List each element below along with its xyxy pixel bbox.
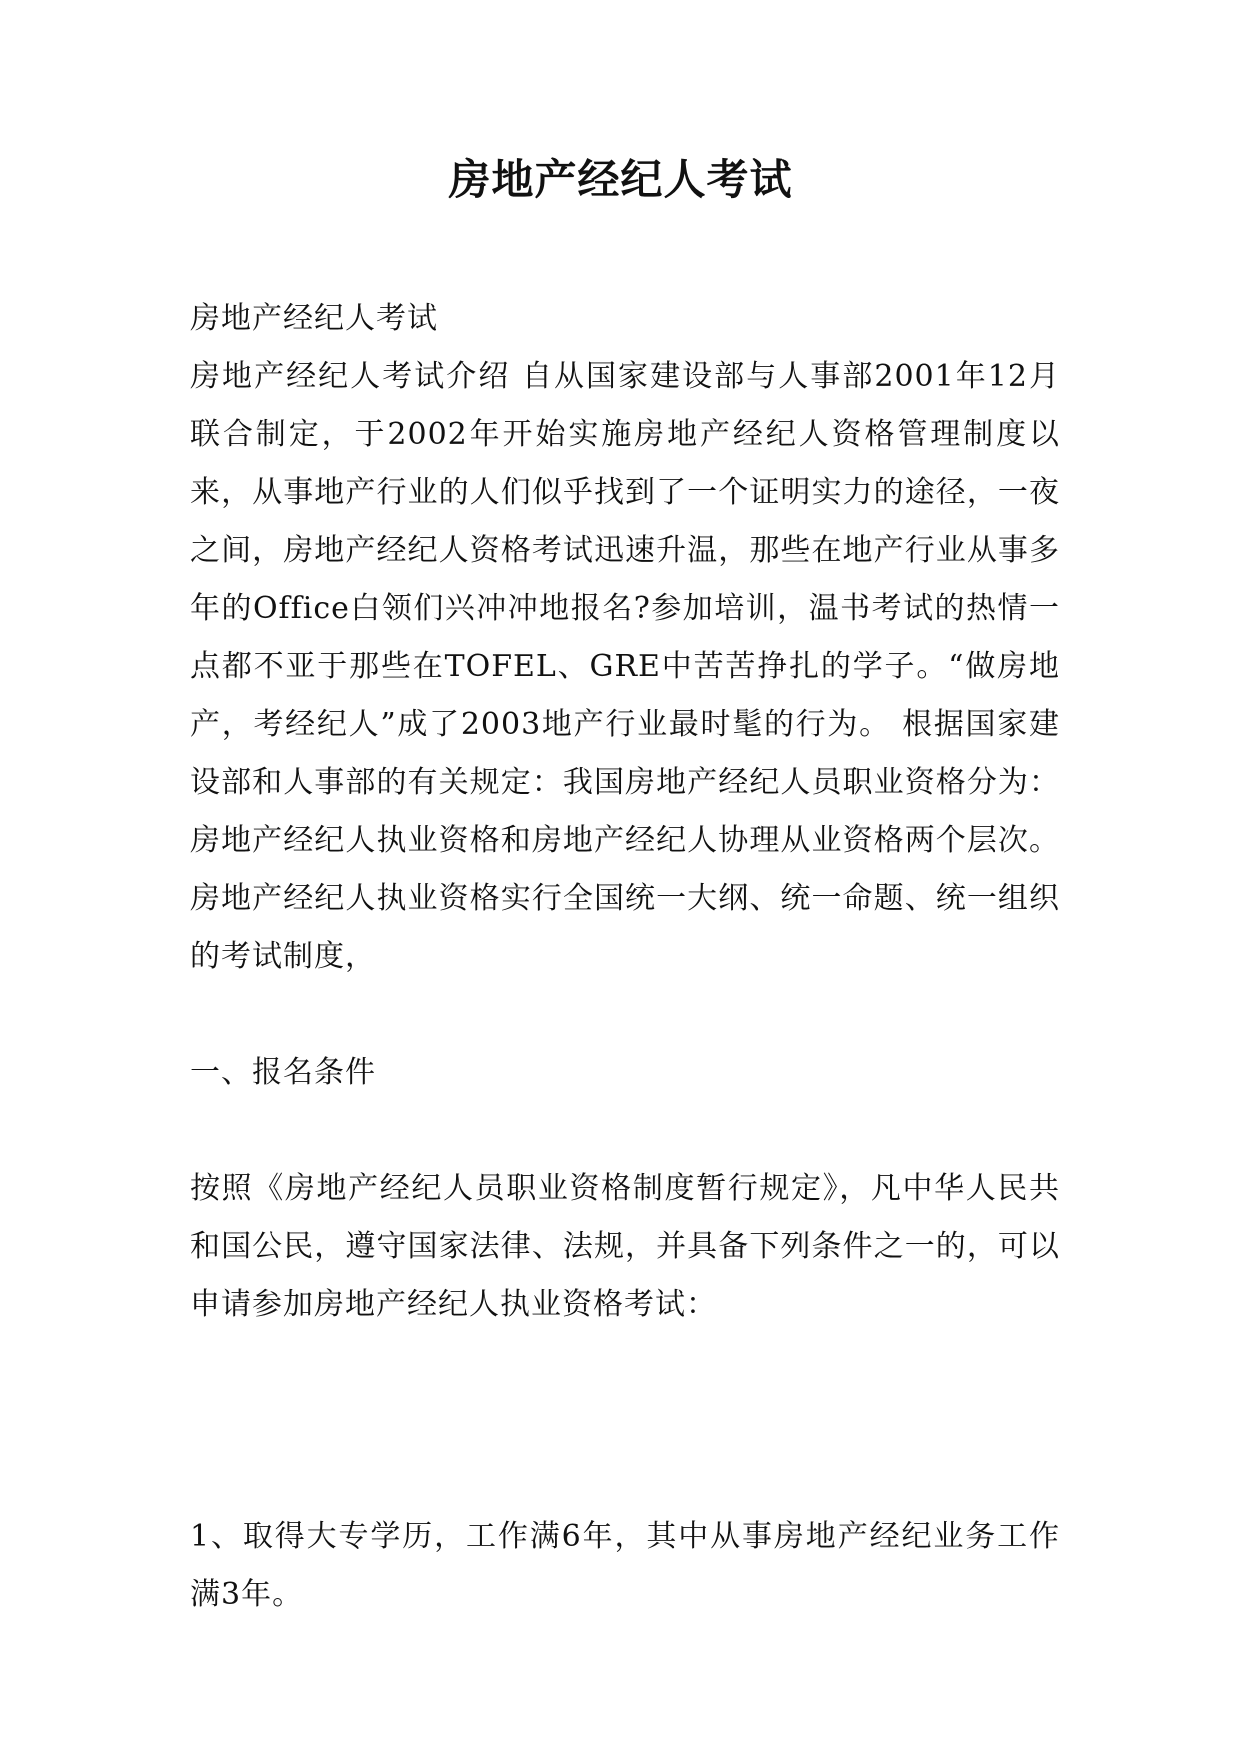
paragraph-heading: 房地产经纪人考试 xyxy=(190,301,438,336)
section-heading-registration: 一、报名条件 xyxy=(190,1055,376,1090)
document-title: 房地产经纪人考试 xyxy=(448,155,793,204)
paragraph-condition-1: 1、取得大专学历，工作满6年，其中从事房地产经纪业务工作满3年。 xyxy=(190,1519,1060,1612)
paragraph-intro: 房地产经纪人考试介绍 自从国家建设部与人事部2001年12月联合制定，于2002年开始实施房地产经纪人资格管理制度以来，从事地产行业的人们似乎找到了一个证明实力的途径，一夜之间，房地产经纪人资格考试迅速升温，那些在地产行业从事多年的Office白领们兴冲冲地报名?参加培训，温书考试的热情一点都不亚于那些在TOFEL、GRE中苦苦挣扎的学子。“做房地产，考经纪人”成了2003地产行业最时髦的行为。 根据国家建设部和人事部的有关规定：我国房地产经纪人员职业资格分为：房地产经纪人执业资格和房地产经纪人协理从业资格两个层次。 房地产经纪人执业资格实行全国统一大纲、统一命题、统一组织的考试制度， xyxy=(190,359,1060,974)
paragraph-rule: 按照《房地产经纪人员职业资格制度暂行规定》，凡中华人民共和国公民，遵守国家法律、法规，并具备下列条件之一的，可以申请参加房地产经纪人执业资格考试： xyxy=(190,1171,1060,1322)
